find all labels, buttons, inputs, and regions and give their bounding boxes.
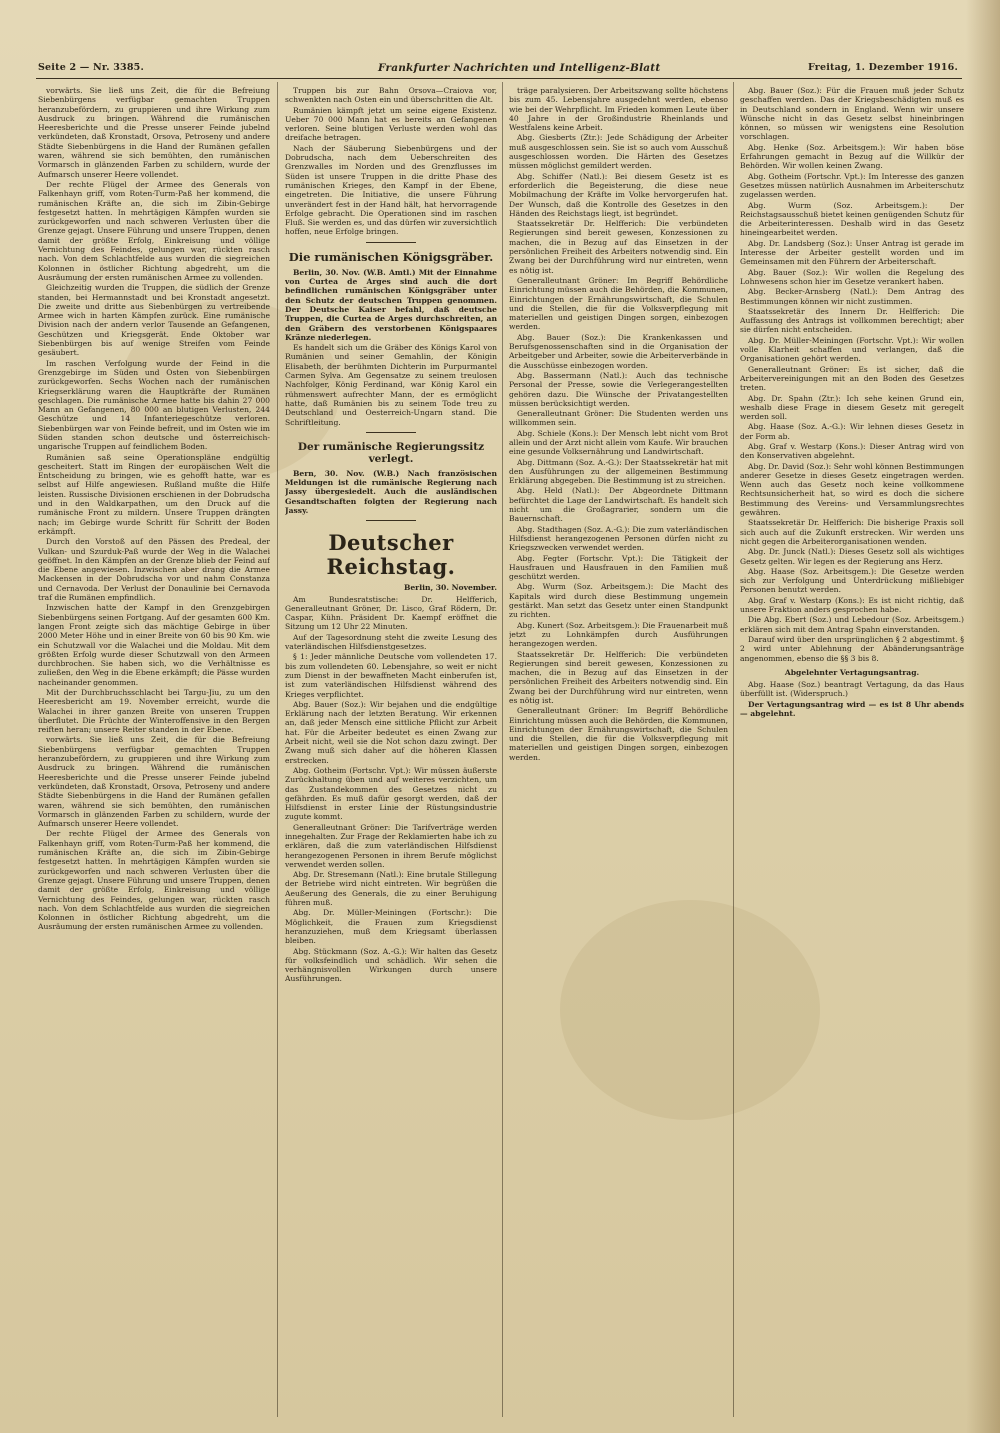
article-paragraph: Berlin, 30. Nov. (W.B. Amtl.) Mit der Einnahme von Curtea de Arges sind auch die dort befindlichen rumänischen Königsgräber unter den Schutz der deutschen Truppen genommen. Der Deutsche Kaiser befahl, daß deutsche Truppen, die Curtea de Arges durchschreiten, an den Gräbern des verstorbenen Königspaares Kränze niederlegen. bbox=[285, 267, 497, 342]
header-rule bbox=[36, 78, 962, 79]
page-number: Seite 2 — Nr. 3385. bbox=[38, 62, 144, 73]
article-paragraph: Abg. Stückmann (Soz. A.-G.): Wir halten das Gesetz für volksfeindlich und schädlich. Wir sehen die verhängnisvollen Wirkungen durch unsere Ausführungen. bbox=[285, 946, 497, 984]
article-paragraph: Es handelt sich um die Gräber des Königs Karol von Rumänien und seiner Gemahlin, der Königin Elisabeth, der berühmten Dichterin im Purpurmantel Carmen Sylva. Am Gegensatze zu seinem treulosen Nachfolger, König Ferdinand, war König Karol ein rühmenswert aufrechter Mann, der es ermöglicht hatte, daß Rumänien bis zu seinem Tode treu zu Deutschland und Oesterreich-Ungarn stand. Die Schriftleitung. bbox=[285, 343, 497, 427]
article-paragraph: Abg. Wurm (Soz. Arbeitsgem.): Der Reichstagsausschuß bietet keinen genügenden Schutz für die Arbeiterinteressen. Deshalb wird in das Gesetz hineingearbeitet werden. bbox=[740, 200, 964, 238]
article-paragraph: Abg. Bassermann (Natl.): Auch das technische Personal der Presse, sowie die Verlegerangestellten gehören dazu. Die Wünsche der Privatangestellten müssen berücksichtigt werden. bbox=[509, 370, 728, 408]
article-paragraph: Generalleutnant Gröner: Es ist sicher, daß die Arbeitervereinigungen mit an den Boden des Gesetzes treten. bbox=[740, 364, 964, 393]
article-paragraph: Am Bundesratstische: Dr. Helfferich, Generalleutnant Gröner, Dr. Lisco, Graf Rödern, Dr. Caspar, Kühn. Präsident Dr. Kaempf eröffnet die Sitzung um 12 Uhr 22 Minuten. bbox=[285, 594, 497, 632]
article-paragraph: Abg. Graf v. Westarp (Kons.): Es ist nicht richtig, daß unsere Fraktion anders gesprochen habe. bbox=[740, 595, 964, 615]
dateline: Berlin, 30. November. bbox=[403, 583, 497, 593]
headline-koenigsgraeber: Die rumänischen Königsgräber. bbox=[288, 249, 494, 264]
column-2 bbox=[285, 86, 497, 1416]
article-paragraph: Staatssekretär des Innern Dr. Helfferich: Die Auffassung des Antrags ist vollkommen berechtigt; aber sie dürfen nicht entscheiden. bbox=[740, 306, 964, 335]
article-paragraph: Abg. Haase (Soz.) beantragt Vertagung, da das Haus überfüllt ist. (Widerspruch.) bbox=[740, 680, 964, 699]
article-paragraph: Im raschen Verfolgung wurde der Feind in die Grenzgebirge im Süden und Osten von Siebenbürgen zurückgeworfen. Sechs Wochen nach der rumänischen Kriegserklärung waren die Hauptkräfte der Rumänen geschlagen. Die rumänische Armee hatte bis dahin 27 000 Mann an Gefangenen, 80 000 an blutigen Verlusten, 244 Geschütze und 14 Infanteriegeschütze verloren. Siebenbürgen war von Feinde befreit, und im Osten wie im Süden standen schon deutsche und österreichisch-ungarische Truppen auf feindlichem Boden. bbox=[38, 358, 270, 452]
column-rule bbox=[502, 82, 503, 1417]
article-paragraph: Abg. Stadthagen (Soz. A.-G.): Die zum vaterländischen Hilfsdienst herangezogenen Personen dürfen nicht zu Kriegszwecken verwendet werden. bbox=[509, 524, 728, 553]
article-paragraph: Nach der Säuberung Siebenbürgens und der Dobrudscha, nach dem Ueberschreiten des Grenzwalles im Norden und des Grenzflusses im Süden ist unsere Truppen in die dritte Phase des rumänischen Krieges, den Kampf in der Ebene, eingetreten. Die Initiative, die unsere Führung unverändert fest in der Hand hält, hat hervorragende Erfolge gebracht. Die Operationen sind im raschen Fluß. Sie werden es, und das dürfen wir zuversichtlich hoffen, neue Erfolge bringen. bbox=[285, 143, 497, 237]
article-paragraph: Abg. Held (Natl.): Der Abgeordnete Dittmann befürchtet die Lage der Landwirtschaft. Es handelt sich nicht um die Großagrarier, sondern um die Bauernschaft. bbox=[509, 486, 728, 524]
headline-regierungssitz: Der rumänische Regierungssitz verlegt. bbox=[297, 440, 485, 465]
article-paragraph: Abg. Dr. Junck (Natl.): Dieses Gesetz soll als wichtiges Gesetz gelten. Wir legen es der Regierung ans Herz. bbox=[740, 547, 964, 566]
article-paragraph: Abg. Dittmann (Soz. A.-G.): Der Staatssekretär hat mit den Ausführungen zu der allgemeinen Bestimmung Erklärung abgegeben. Die Bestimmung ist zu streichen. bbox=[509, 457, 728, 486]
article-paragraph: Abg. Bauer (Soz.): Wir wollen die Regelung des Lohnwesens schon hier im Gesetze verankert haben. bbox=[740, 267, 964, 286]
column-1 bbox=[38, 86, 270, 1416]
section-divider bbox=[366, 242, 416, 243]
article-paragraph: vorwärts. Sie ließ uns Zeit, die für die Befreiung Siebenbürgens verfügbar gemachten Truppen heranzubefördern, zu gruppieren und ihre Wirkung zum Ausdruck zu bringen. Während die rumänischen Heeresberichte und die Presse unserer Feinde jubelnd verkündeten, daß Kronstadt, Orsova, Petroseny und andere Städte Siebenbürgens in die Hand der Rumänen gefallen waren, während sie sich bemühten, den rumänischen Vormarsch in glänzenden Farben zu schildern, wurde der Aufmarsch unserer Heere vollendet. bbox=[38, 735, 270, 829]
article-paragraph: Abg. Graf v. Westarp (Kons.): Dieser Antrag wird von den Konservativen abgelehnt. bbox=[740, 441, 964, 461]
article-paragraph: Gleichzeitig wurden die Truppen, die südlich der Grenze standen, bei Hermannstadt und bei Kronstadt angesetzt. Die zweite und dritte aus Siebenbürgen zu vertreibende Armee wich in harten Kämpfen zurück. Eine rumänische Division nach der andern verlor Tausende an Gefangenen, Geschützen und Kriegsgerät. Ende Oktober war Siebenbürgen bis auf wenige Streifen vom Feinde gesäubert. bbox=[38, 283, 270, 358]
article-paragraph: vorwärts. Sie ließ uns Zeit, die für die Befreiung Siebenbürgens verfügbar gemachten Truppen heranzubefördern, zu gruppieren und ihre Wirkung zum Ausdruck zu bringen. Während die rumänischen Heeresberichte und die Presse unserer Feinde jubelnd verkündeten, daß Kronstadt, Orsova, Petroseny und andere Städte Siebenbürgens in die Hand der Rumänen gefallen waren, während sie sich bemühten, den rumänischen Vormarsch in glänzenden Farben zu schildern, wurde der Aufmarsch unserer Heere vollendet. bbox=[38, 86, 270, 179]
article-paragraph: Abg. Bauer (Soz.): Wir bejahen und die endgültige Erklärung nach der letzten Beratung. Wir erkennen an, daß jeder Mensch eine sittliche Pflicht zur Arbeit hat. Für die Arbeiter bedeutet es einen Zwang zur Arbeit nicht, weil sie die Not schon dazu zwingt. Der Zwang muß sich daher auf die höheren Klassen erstrecken. bbox=[285, 699, 497, 765]
article-paragraph: Auf der Tagesordnung steht die zweite Lesung des vaterländischen Hilfsdienstgesetzes. bbox=[285, 632, 497, 652]
article-paragraph: Abg. Giesberts (Ztr.): Jede Schädigung der Arbeiter muß ausgeschlossen sein. Sie ist so auch vom Ausschuß ausgeschlossen worden. Die Härten des Gesetzes müssen möglichst gemildert werden. bbox=[509, 133, 728, 171]
article-paragraph: Die Abg. Ebert (Soz.) und Lebedour (Soz. Arbeitsgem.) erklären sich mit dem Antrag Spahn einverstanden. bbox=[740, 615, 964, 634]
section-divider bbox=[366, 432, 416, 433]
masthead-title: Frankfurter Nachrichten und Intelligenz-Blatt bbox=[378, 62, 661, 74]
article-paragraph: Rumänien saß seine Operationspläne endgültig gescheitert. Statt im Ringen der europäischen Welt die Entscheidung zu bringen, wie es gehofft hatte, war es selbst auf Hilfe angewiesen. Rußland mußte die Hilfe leisten. Russische Divisionen erschienen in der Dobrudscha und in den Waldkarpathen, um den Druck auf die rumänische Front zu mildern. Unsere Truppen drängten nach; im Gebirge wurde Schritt für Schritt der Boden erkämpft. bbox=[38, 452, 270, 536]
article-paragraph: Staatssekretär Dr. Helfferich: Die verbündeten Regierungen sind bereit gewesen, Konzessionen zu machen, die in Bezug auf das Einsetzen in der persönlichen Freiheit des Arbeiters notwendig sind. Ein Zwang bei der Durchführung wird nur eintreten, wenn es nötig ist. bbox=[509, 649, 728, 705]
article-paragraph: Mit der Durchbruchsschlacht bei Targu-Jiu, zu um den Heeresbericht am 19. November erreicht, wurde die Walachei in ihrer ganzen Breite von unseren Truppen überflutet. Die Früchte der Winteroffensive in den Bergen reiften heran; unsere Reiter standen in der Ebene. bbox=[38, 688, 270, 735]
article-paragraph: Abg. Dr. Müller-Meiningen (Fortschr. Vpt.): Wir wollen volle Klarheit schaffen und verlangen, daß die Organisationen gehört werden. bbox=[740, 335, 964, 364]
section-divider bbox=[366, 520, 416, 521]
headline-reichstag: Deutscher Reichstag. bbox=[326, 530, 456, 580]
article-paragraph: Abg. Dr. Landsberg (Soz.): Unser Antrag ist gerade im Interesse der Arbeiter gestellt worden und im Gemeinsamen mit den Führern der Arbeiterschaft. bbox=[740, 238, 964, 267]
article-paragraph: Staatssekretär Dr. Helfferich: Die verbündeten Regierungen sind bereit gewesen, Konzessionen zu machen, die in Bezug auf das Einsetzen in der persönlichen Freiheit des Arbeiters notwendig sind. Ein Zwang bei der Durchführung wird nur eintreten, wenn es nötig ist. bbox=[509, 219, 728, 275]
article-paragraph: Abg. Schiffer (Natl.): Bei diesem Gesetz ist es erforderlich die Begeisterung, die diese neue Mobilmachung der Kräfte im Volke hervorgerufen hat. Der Wunsch, daß die Kontrolle des Gesetzes in den Händen des Reichstags liegt, ist begründet. bbox=[509, 171, 728, 218]
article-paragraph: Durch den Vorstoß auf den Pässen des Predeal, der Vulkan- und Szurduk-Paß wurde der Weg in die Walachei geöffnet. In den Kämpfen an der Grenze blieb der Feind auf die Ebene angewiesen. Inzwischen aber drang die Armee Mackensen in der Dobrudscha vor und nahm Constanza und Cernavoda. Der Verlust der Donaulinie bei Cernavoda traf die Rumänen empfindlich. bbox=[38, 537, 270, 603]
article-paragraph: Rumänien kämpft jetzt um seine eigene Existenz. Ueber 70 000 Mann hat es bereits an Gefangenen verloren. Seine blutigen Verluste werden wohl das dreifache betragen. bbox=[285, 105, 497, 143]
article-paragraph: Abg. Haase (Soz. Arbeitsgem.): Die Gesetze werden sich zur Verfolgung und Unterdrückung mißliebiger Personen benutzt werden. bbox=[740, 566, 964, 595]
article-paragraph: Abg. Fegter (Fortschr. Vpt.): Die Tätigkeit der Hausfrauen und Hausfrauen in den Familien muß geschützt werden. bbox=[509, 553, 728, 582]
article-paragraph: Abg. Henke (Soz. Arbeitsgem.): Wir haben böse Erfahrungen gemacht in Bezug auf die Willkür der Behörden. Wir wollen keinen Zwang. bbox=[740, 142, 964, 171]
article-paragraph: § 1: Jeder männliche Deutsche vom vollendeten 17. bis zum vollendeten 60. Lebensjahre, so weit er nicht zum Dienst in der bewaffneten Macht einberufen ist, ist zum vaterländischen Hilfsdienst während des Krieges verpflichtet. bbox=[285, 652, 497, 699]
article-paragraph: Generalleutnant Gröner: Die Studenten werden uns willkommen sein. bbox=[509, 409, 728, 428]
article-paragraph: Bern, 30. Nov. (W.B.) Nach französischen Meldungen ist die rumänische Regierung nach Jassy übergesiedelt. Auch die ausländischen Gesandtschaften folgten der Regierung nach Jassy. bbox=[285, 468, 497, 515]
article-paragraph: Abg. Haase (Soz. A.-G.): Wir lehnen dieses Gesetz in der Form ab. bbox=[740, 422, 964, 441]
article-paragraph: Abg. Gotheim (Fortschr. Vpt.): Wir müssen äußerste Zurückhaltung üben und auf weiteres verzichten, um das Zustandekommen des Gesetzes nicht zu gefährden. Es muß dafür gesorgt werden, daß der Hilfsdienst in erster Linie der Rüstungsindustrie zugute kommt. bbox=[285, 765, 497, 822]
article-paragraph: Generalleutnant Gröner: Die Tarifverträge werden innegehalten. Zur Frage der Reklamierten habe ich zu erklären, daß die zum vaterländischen Hilfsdienst herangezogenen Personen in ihrem Berufe möglichst verwendet werden sollen. bbox=[285, 822, 497, 869]
issue-date: Freitag, 1. Dezember 1916. bbox=[808, 62, 958, 73]
subheading-vertagungsantrag: Abgelehnter Vertagungsantrag. bbox=[784, 667, 920, 677]
article-paragraph: Abg. Bauer (Soz.): Für die Frauen muß jeder Schutz geschaffen werden. Das der Kriegsbeschädigten muß es in Deutschland sondern in England. Wenn wir unsere Wünsche nicht in das Gesetz selbst hineinbringen können, so müssen wir wenigstens eine Resolution vorschlagen. bbox=[740, 86, 964, 142]
article-paragraph: Abg. Kunert (Soz. Arbeitsgem.): Die Frauenarbeit muß jetzt zu Lohnkämpfen durch Ausführungen herangezogen werden. bbox=[509, 620, 728, 649]
column-rule bbox=[277, 82, 278, 1417]
article-paragraph: Abg. Becker-Arnsberg (Natl.): Dem Antrag des Bestimmungen können wir nicht zustimmen. bbox=[740, 287, 964, 306]
column-rule bbox=[733, 82, 734, 1417]
article-paragraph: Darauf wird über den ursprünglichen § 2 abgestimmt. § 2 wird unter Ablehnung der Abänderungsanträge angenommen, ebenso die §§ 3 bis 8. bbox=[740, 634, 964, 663]
article-paragraph: Abg. Gotheim (Fortschr. Vpt.): Im Interesse des ganzen Gesetzes müssen natürlich Ausnahmen im Arbeiterschutz zugelassen werden. bbox=[740, 171, 964, 200]
column-3 bbox=[509, 86, 728, 1416]
article-paragraph: Abg. Dr. David (Soz.): Sehr wohl können Bestimmungen anderer Gesetze in dieses Gesetz eingetragen werden. Wenn auch das Gesetz noch keine vollkommene Rechtsunsicherheit hat, so wird es doch die sichere Bestimmung des Vereins- und Versammlungsrechtes gewähren. bbox=[740, 461, 964, 518]
article-paragraph: Abg. Dr. Müller-Meiningen (Fortschr.): Die Möglichkeit, die Frauen zum Kriegsdienst heranzuziehen, muß dem Kriegsamt überlassen bleiben. bbox=[285, 908, 497, 946]
article-paragraph: Abg. Dr. Stresemann (Natl.): Eine brutale Stillegung der Betriebe wird nicht eintreten. Wir begrüßen die Aeußerung des Generals, die zu einer Beruhigung führen muß. bbox=[285, 870, 497, 908]
article-paragraph: Inzwischen hatte der Kampf in den Grenzgebirgen Siebenbürgens seinen Fortgang. Auf der gesamten 600 Km. langen Front zeigte sich das mächtige Gebirge in über 2000 Meter Höhe und in einer Breite von 60 bis 90 Km. wie ein Schutzwall vor die Walachei und die Moldau. Mit dem größten Erfolg wurde dieser Schutzwall von den Armeen durchbrochen. Sie haben sich, wo die Verhältnisse es zuließen, den Weg in die Ebene erkämpft; die Pässe wurden nacheinander genommen. bbox=[38, 603, 270, 687]
article-paragraph: Abg. Dr. Spahn (Ztr.): Ich sehe keinen Grund ein, weshalb diese Frage in diesem Gesetz mit geregelt werden soll. bbox=[740, 393, 964, 422]
article-paragraph: Abg. Bauer (Soz.): Die Krankenkassen und Berufsgenossenschaften sind in die Organisation der Arbeitgeber und Arbeiter, sowie die Arbeiterverbände in die Ausschüsse einbezogen worden. bbox=[509, 332, 728, 370]
page-binding-shadow bbox=[966, 0, 1000, 1433]
article-paragraph: Der Vertagungsantrag wird — es ist 8 Uhr abends — abgelehnt. bbox=[740, 699, 964, 718]
article-paragraph: Abg. Wurm (Soz. Arbeitsgem.): Die Macht des Kapitals wird durch diese Bestimmung ungemein gestärkt. Man setzt das Gesetz unter einen Standpunkt zu richten. bbox=[509, 582, 728, 620]
article-paragraph: Generalleutnant Gröner: Im Begriff Behördliche Einrichtung müssen auch die Behörden, die Kommunen, Einrichtungen der Ernährungswirtschaft, die Schulen und die Stellen, die für die Volksverpflegung mit materiellen und geistigen Dingen sorgen, einbezogen werden. bbox=[509, 706, 728, 762]
column-4 bbox=[740, 86, 964, 1416]
article-paragraph: Truppen bis zur Bahn Orsova—Craiova vor, schwenkten nach Osten ein und überschritten die Alt. bbox=[285, 86, 497, 105]
article-paragraph: Der rechte Flügel der Armee des Generals von Falkenhayn griff, vom Roten-Turm-Paß her kommend, die rumänischen Kräfte an, die sich im Zibin-Gebirge festgesetzt hatten. In mehrtägigen Kämpfen wurden sie zurückgeworfen und nach schweren Verlusten über die Grenze gejagt. Unsere Führung und unsere Truppen, denen damit der größte Erfolg, Einkreisung und völlige Vernichtung des Feindes, gelungen war, rückten rasch nach. Von dem Schlachtfelde aus wurden die siegreichen Kolonnen in östlicher Richtung abgedreht, um die Ausräumung der ersten rumänischen Armee zu vollenden. bbox=[38, 179, 270, 282]
article-paragraph: Staatssekretär Dr. Helfferich: Die bisherige Praxis soll sich auch auf die Zukunft erstrecken. Wir werden uns nicht gegen die Arbeiterorganisationen wenden. bbox=[740, 518, 964, 546]
article-paragraph: Der rechte Flügel der Armee des Generals von Falkenhayn griff, vom Roten-Turm-Paß her kommend, die rumänischen Kräfte an, die sich im Zibin-Gebirge festgesetzt hatten. In mehrtägigen Kämpfen wurden sie zurückgeworfen und nach schweren Verlusten über die Grenze gejagt. Unsere Führung und unsere Truppen, denen damit der größte Erfolg, Einkreisung und völlige Vernichtung des Feindes, gelungen war, rückten rasch nach. Von dem Schlachtfelde aus wurden die siegreichen Kolonnen in östlicher Richtung abgedreht, um die Ausräumung der ersten rumänischen Armee zu vollenden. bbox=[38, 829, 270, 932]
article-paragraph: Generalleutnant Gröner: Im Begriff Behördliche Einrichtung müssen auch die Behörden, die Kommunen, Einrichtungen der Ernährungswirtschaft, die Schulen und die Stellen, die für die Volksverpflegung mit materiellen und geistigen Dingen sorgen, einbezogen werden. bbox=[509, 275, 728, 332]
page-header bbox=[38, 62, 958, 78]
article-paragraph: träge paralysieren. Der Arbeitszwang sollte höchstens bis zum 45. Lebensjahre ausgedehnt werden, ebenso wie bei der Wehrpflicht. Im Frieden kommen Leute über 40 Jahre in der Großindustrie Rheinlands und Westfalens keine Arbeit. bbox=[509, 86, 728, 133]
article-paragraph: Abg. Schiele (Kons.): Der Mensch lebt nicht vom Brot allein und der Arzt nicht allein vom Kaufe. Wir brauchen eine gesunde Volksernährung und Landwirtschaft. bbox=[509, 428, 728, 457]
